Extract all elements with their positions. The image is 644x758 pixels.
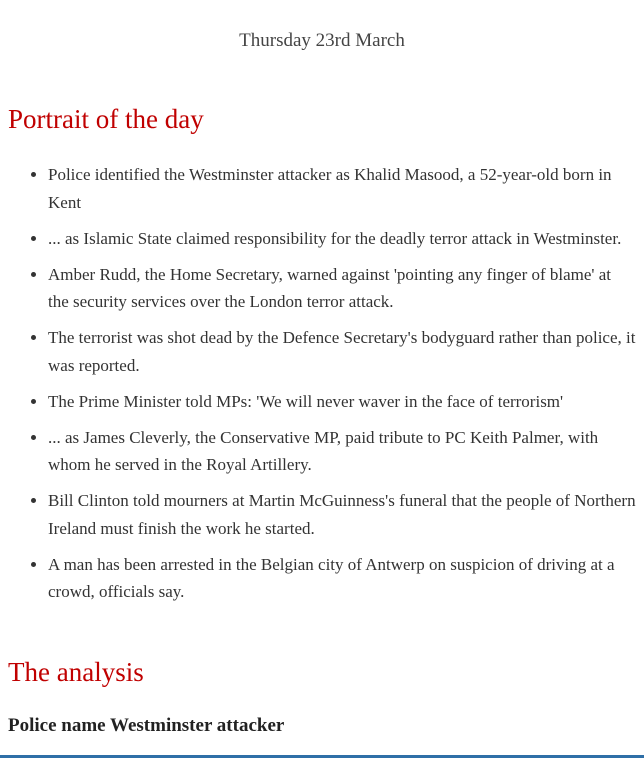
- news-bullet-item[interactable]: • Police identified the Westminster attacker as Khalid Masood, a 52-year-old born in Kent: [48, 161, 636, 216]
- news-bullet-item[interactable]: • ... as James Cleverly, the Conservative MP, paid tribute to PC Keith Palmer, with whom he served in the Royal Artillery.: [48, 424, 636, 479]
- news-bullet-item[interactable]: • ... as Islamic State claimed responsibility for the deadly terror attack in Westminster.: [48, 225, 636, 253]
- news-bullet-item[interactable]: • Amber Rudd, the Home Secretary, warned against 'pointing any finger of blame' at the security services over the London terror attack.: [48, 261, 636, 316]
- news-bullet-list: [0, 161, 636, 614]
- news-bullet-item[interactable]: • Bill Clinton told mourners at Martin McGuinness's funeral that the people of Northern Ireland must finish the work he started.: [48, 487, 636, 542]
- portrait-of-the-day-heading: Portrait of the day: [8, 104, 204, 134]
- analysis-heading: The analysis: [8, 657, 144, 687]
- news-bullet-item[interactable]: • The Prime Minister told MPs: 'We will never waver in the face of terrorism': [48, 388, 636, 416]
- news-bullet-item[interactable]: • The terrorist was shot dead by the Defence Secretary's bodyguard rather than police, it was reported.: [48, 324, 636, 379]
- analysis-subheading[interactable]: Police name Westminster attacker: [8, 715, 285, 736]
- newsletter-date: Thursday 23rd March: [239, 30, 405, 51]
- news-bullet-item[interactable]: • A man has been arrested in the Belgian city of Antwerp on suspicion of driving at a crowd, officials say.: [48, 551, 636, 606]
